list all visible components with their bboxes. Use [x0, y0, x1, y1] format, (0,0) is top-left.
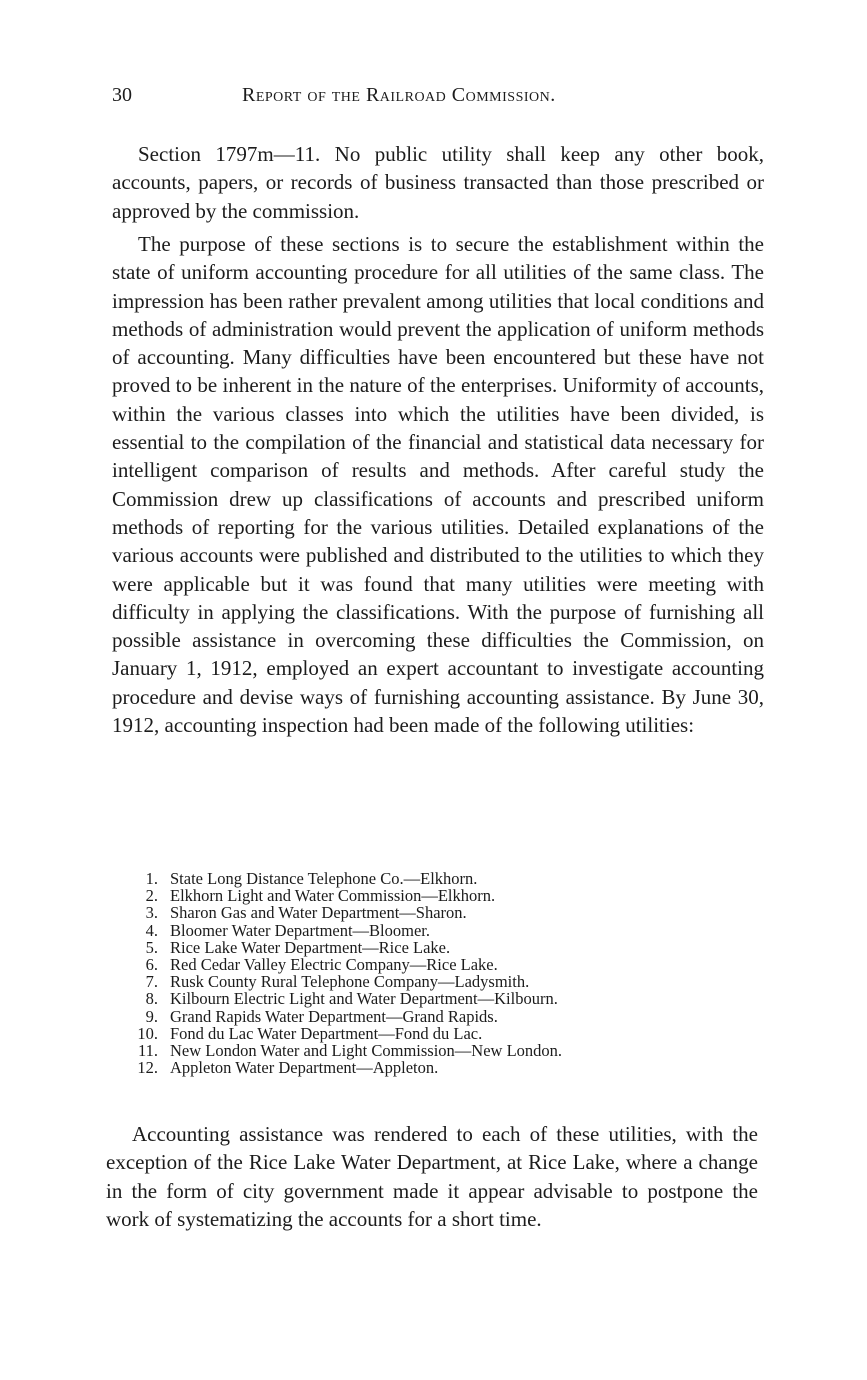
- utilities-list: [130, 870, 770, 1076]
- list-item: [130, 939, 770, 956]
- list-item: [130, 1042, 770, 1059]
- list-item: [130, 870, 770, 887]
- list-item-number: 3.: [145, 903, 158, 923]
- list-item-text: State Long Distance Telephone Co.—Elkhorn.: [170, 869, 478, 888]
- list-item: [130, 922, 770, 939]
- list-item-number: 6.: [145, 955, 158, 975]
- list-item-number: 9.: [145, 1006, 158, 1026]
- list-item-text: Fond du Lac Water Department—Fond du Lac.: [170, 1023, 483, 1043]
- list-item: [130, 973, 770, 990]
- paragraph-purpose: The purpose of these sections is to secure the establishment within the state of uniform accounting procedure for all utilities of the same class. The impression has been rather prevalent among utilities that local conditions and methods of administration would prevent the application of uniform methods of accounting. Many difficulties have been encountered but these have not proved to be inherent in the nature of the enterprises. Uniformity of accounts, within the various classes into which the utilities have been divided, is essential to the compilation of the financial and statistical data necessary for intelligent comparison of results and methods. After careful study the Commission drew up classifications of accounts and prescribed uniform methods of reporting for the various utilities. Detailed explanations of the various accounts were published and distributed to the utilities to which they were applicable but it was found that many utilities were meeting with difficulty in applying the classifications. With the purpose of furnishing all possible assistance in overcoming these difficulties the Commission, on January 1, 1912, employed an expert accountant to investigate accounting procedure and devise ways of furnishing accounting assistance. By June 30, 1912, accounting inspection had been made of the following utilities:: [112, 232, 764, 738]
- list-item-number: 12.: [137, 1058, 158, 1078]
- page-number: 30: [112, 84, 132, 106]
- list-item: [130, 956, 770, 973]
- list-item-text: Red Cedar Valley Electric Company—Rice Lake.: [170, 955, 498, 975]
- list-item-text: Bloomer Water Department—Bloomer.: [170, 920, 431, 940]
- list-item-text: Elkhorn Light and Water Commission—Elkhorn.: [170, 886, 496, 906]
- paragraph-section-1797m-11: Section 1797m—11. No public utility shall keep any other book, accounts, papers, or records of business transacted than those prescribed or approved by the commission.: [112, 142, 764, 223]
- list-item: [130, 1008, 770, 1025]
- list-item-text: Rice Lake Water Department—Rice Lake.: [170, 937, 451, 957]
- list-item-number: 7.: [145, 972, 158, 992]
- list-item-text: Appleton Water Department—Appleton.: [170, 1058, 439, 1078]
- list-item: [130, 990, 770, 1007]
- list-item: [130, 1025, 770, 1042]
- page-header: [112, 84, 772, 116]
- list-item-number: 8.: [145, 989, 158, 1009]
- list-item: [130, 887, 770, 904]
- paragraph-accounting-assistance: Accounting assistance was rendered to each of these utilities, with the exception of the Rice Lake Water Department, at Rice Lake, where a change in the form of city government made it appear advisable to postpone the work of systematizing the accounts for a short time.: [106, 1122, 758, 1231]
- list-item: [130, 1059, 770, 1076]
- list-item-text: New London Water and Light Commission—New London.: [170, 1041, 563, 1061]
- list-item-text: Sharon Gas and Water Department—Sharon.: [170, 903, 467, 923]
- list-item: [130, 904, 770, 921]
- running-title: Report of the Railroad Commission.: [242, 84, 556, 106]
- list-item-number: 11.: [137, 1041, 158, 1061]
- list-item-text: Kilbourn Electric Light and Water Department—Kilbourn.: [170, 989, 558, 1009]
- list-item-number: 5.: [145, 937, 158, 957]
- list-item-number: 10.: [137, 1023, 158, 1043]
- list-item-text: Grand Rapids Water Department—Grand Rapids.: [170, 1006, 498, 1026]
- list-item-number: 1.: [145, 869, 158, 888]
- list-item-number: 2.: [145, 886, 158, 906]
- list-item-text: Rusk County Rural Telephone Company—Ladysmith.: [170, 972, 530, 992]
- list-item-number: 4.: [145, 920, 158, 940]
